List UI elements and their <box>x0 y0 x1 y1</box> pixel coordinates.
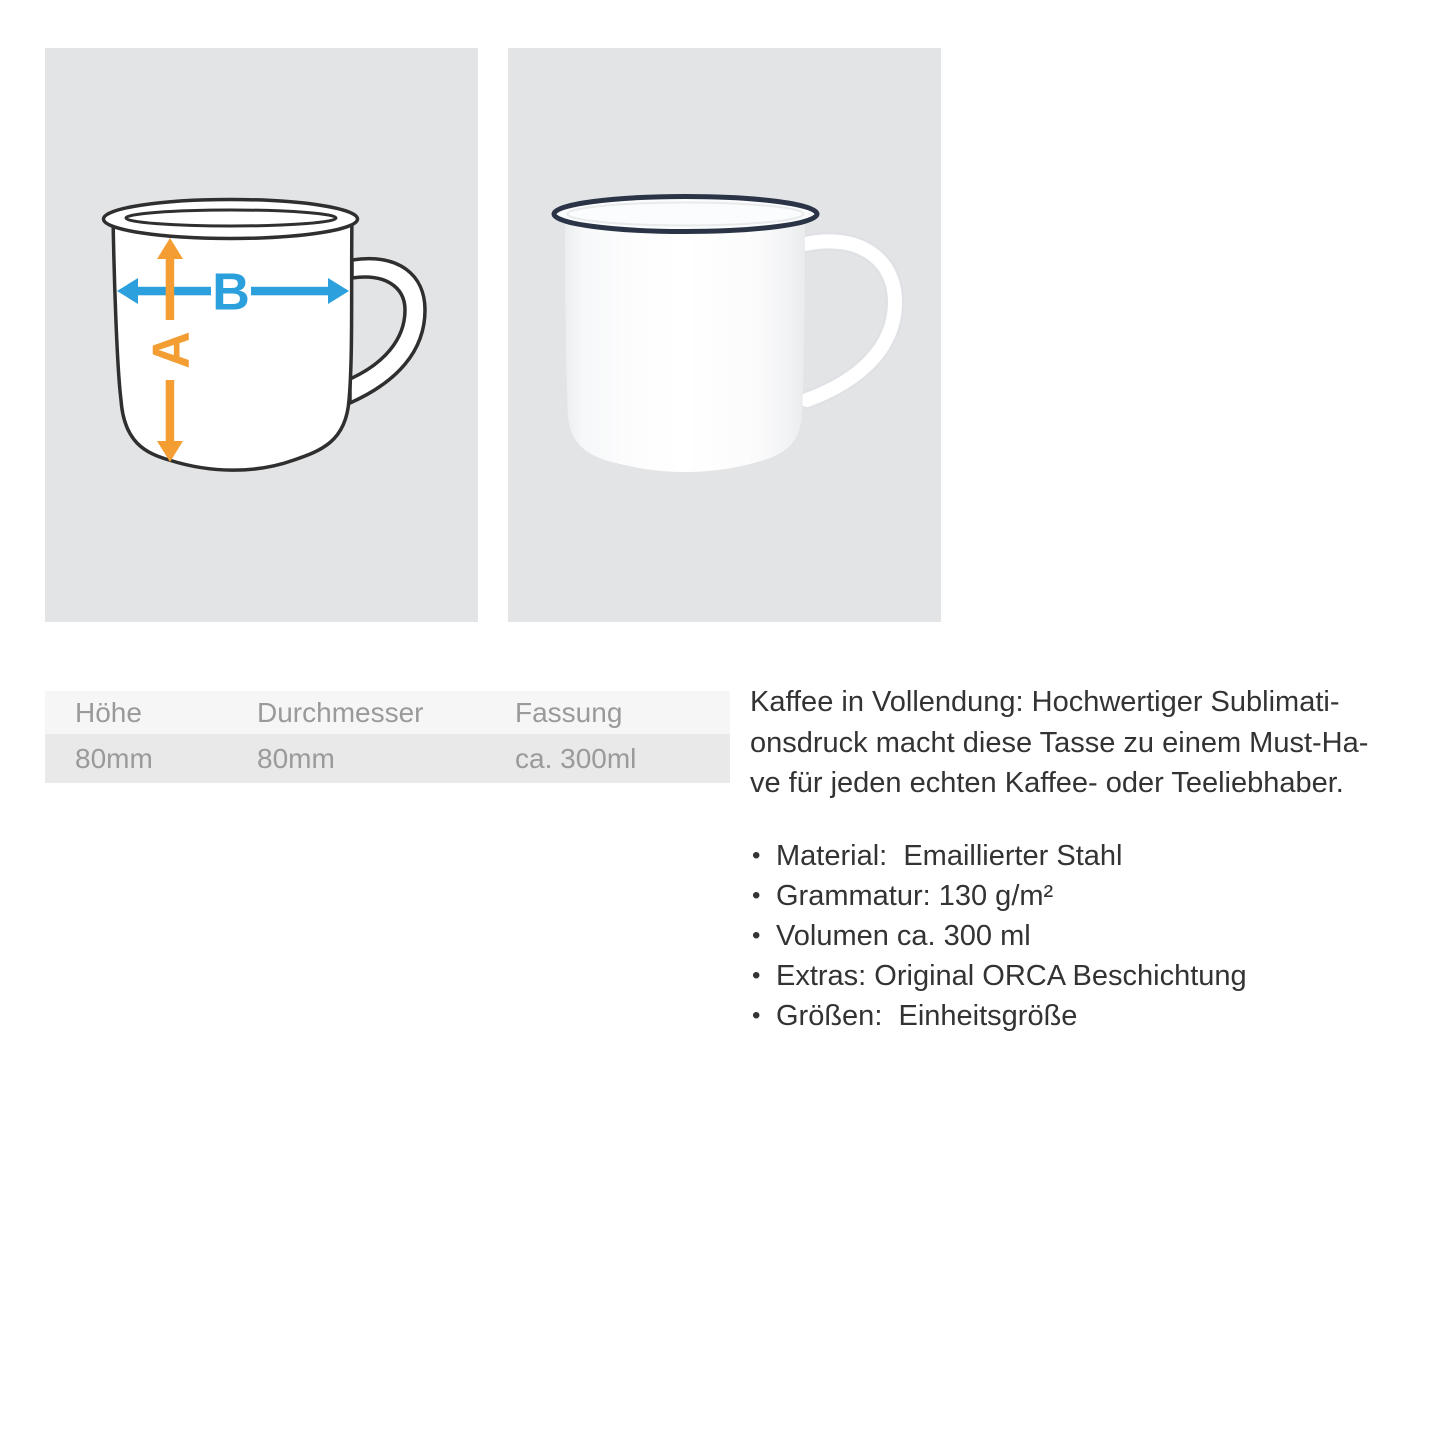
bullet-icon: • <box>752 881 761 909</box>
size-table-header-row <box>45 691 730 734</box>
size-value-durchmesser: 80mm <box>257 743 335 774</box>
list-item <box>750 996 1430 1036</box>
description-intro-line: onsdruck macht diese Tasse zu einem Must-Ha- <box>750 726 1369 759</box>
bullet-icon: • <box>752 961 761 989</box>
size-table-value-row <box>45 734 730 783</box>
size-table-header-fassung: Fassung <box>515 697 623 728</box>
list-item <box>750 876 1430 916</box>
attribute-material: Material: Emaillierter Stahl <box>776 839 1123 872</box>
attribute-volumen: Volumen ca. 300 ml <box>776 919 1031 952</box>
mug-dimensions-diagram <box>45 48 478 622</box>
diameter-label: B <box>212 263 250 322</box>
product-description <box>750 682 1430 1036</box>
photo-mug-handle <box>805 241 895 400</box>
description-intro-line: Kaffee in Vollendung: Hochwertiger Sublimati- <box>750 686 1340 718</box>
size-value-hoehe: 80mm <box>75 743 153 774</box>
description-intro <box>750 682 1430 804</box>
mug-dimensions-diagram-panel <box>45 48 478 622</box>
size-table-header-durchmesser: Durchmesser <box>257 697 424 728</box>
size-table-header-hoehe: Höhe <box>75 697 142 728</box>
attribute-grammatur: Grammatur: 130 g/m² <box>776 879 1054 912</box>
bullet-icon: • <box>752 841 761 869</box>
mug-photo-panel <box>508 48 941 622</box>
product-attributes-list <box>750 836 1430 1036</box>
description-intro-line: ve für jeden echten Kaffee- oder Teeliebhaber. <box>750 767 1344 799</box>
attribute-extras: Extras: Original ORCA Beschichtung <box>776 959 1247 992</box>
photo-mug-body <box>565 218 805 472</box>
size-table <box>45 691 730 783</box>
size-value-fassung: ca. 300ml <box>515 743 637 774</box>
enamel-mug-photo <box>508 48 941 622</box>
list-item <box>750 836 1430 876</box>
height-label: A <box>142 331 201 369</box>
attribute-groessen: Größen: Einheitsgröße <box>776 999 1078 1032</box>
mug-handle-outline <box>350 259 425 403</box>
mug-opening-outline <box>126 210 336 226</box>
bullet-icon: • <box>752 1001 761 1029</box>
list-item <box>750 956 1430 996</box>
list-item <box>750 916 1430 956</box>
bullet-icon: • <box>752 921 761 949</box>
